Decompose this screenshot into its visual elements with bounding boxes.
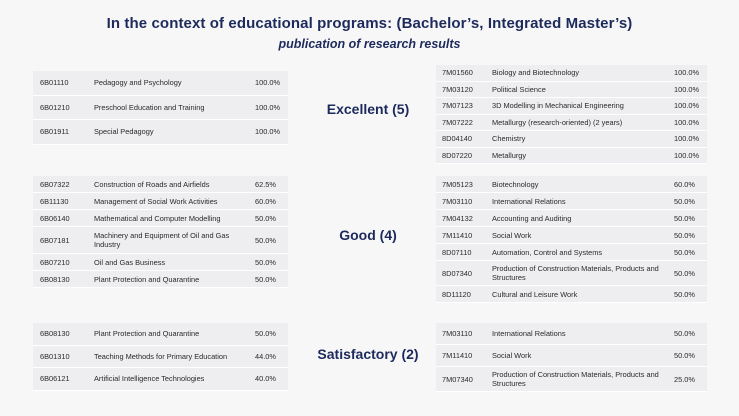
program-code: 8D07110 xyxy=(436,244,487,261)
program-percentage: 50.0% xyxy=(669,210,707,227)
program-name: Production of Construction Materials, Products and Structures xyxy=(487,367,669,392)
program-percentage: 100.0% xyxy=(669,131,707,148)
table-row xyxy=(33,176,288,193)
program-percentage: 100.0% xyxy=(669,65,707,82)
program-percentage: 60.0% xyxy=(669,176,707,193)
category-excellent: Excellent (5) xyxy=(326,101,410,117)
program-percentage: 62.5% xyxy=(250,176,288,193)
program-code: 7M03120 xyxy=(436,82,487,99)
program-code: 8D07340 xyxy=(436,261,487,286)
table-row xyxy=(436,65,707,82)
program-code: 6B08130 xyxy=(33,271,89,288)
table-row xyxy=(33,210,288,227)
program-percentage: 50.0% xyxy=(669,244,707,261)
program-name: Teaching Methods for Primary Education xyxy=(89,346,250,369)
program-code: 7M11410 xyxy=(436,345,487,367)
program-name: Cultural and Leisure Work xyxy=(487,286,669,303)
program-name: International Relations xyxy=(487,323,669,345)
table-row xyxy=(33,254,288,271)
table-row xyxy=(33,323,288,346)
program-name: Machinery and Equipment of Oil and Gas Industry xyxy=(89,227,250,254)
table-row xyxy=(436,323,707,345)
program-name: International Relations xyxy=(487,193,669,210)
program-code: 6B01210 xyxy=(33,96,89,121)
satisfactory-left-table xyxy=(33,323,288,391)
program-percentage: 50.0% xyxy=(669,323,707,345)
program-name: Plant Protection and Quarantine xyxy=(89,323,250,346)
program-name: Management of Social Work Activities xyxy=(89,193,250,210)
category-good: Good (4) xyxy=(339,227,397,243)
program-code: 6B08130 xyxy=(33,323,89,346)
table-row xyxy=(436,98,707,115)
program-code: 7M11410 xyxy=(436,227,487,244)
program-name: Biology and Biotechnology xyxy=(487,65,669,82)
table-row xyxy=(436,345,707,367)
satisfactory-right-table xyxy=(436,323,707,392)
program-code: 6B06140 xyxy=(33,210,89,227)
table-row xyxy=(436,82,707,99)
program-code: 6B01911 xyxy=(33,120,89,145)
table-row xyxy=(436,261,707,286)
table-row xyxy=(33,227,288,254)
page-title: In the context of educational programs: (Bachelor’s, Integrated Master’s) xyxy=(106,15,633,32)
program-percentage: 100.0% xyxy=(250,120,288,145)
program-percentage: 100.0% xyxy=(669,148,707,165)
program-percentage: 100.0% xyxy=(250,71,288,96)
program-name: Social Work xyxy=(487,345,669,367)
program-name: Automation, Control and Systems xyxy=(487,244,669,261)
program-percentage: 100.0% xyxy=(669,115,707,132)
table-row xyxy=(436,210,707,227)
table-row xyxy=(436,115,707,132)
program-percentage: 50.0% xyxy=(669,345,707,367)
table-row xyxy=(436,244,707,261)
table-row xyxy=(436,131,707,148)
program-percentage: 25.0% xyxy=(669,367,707,392)
program-name: Artificial Intelligence Technologies xyxy=(89,368,250,391)
program-name: Mathematical and Computer Modelling xyxy=(89,210,250,227)
page-subtitle: publication of research results xyxy=(278,37,461,51)
program-code: 6B07181 xyxy=(33,227,89,254)
program-percentage: 50.0% xyxy=(669,261,707,286)
program-percentage: 50.0% xyxy=(669,193,707,210)
program-name: Political Science xyxy=(487,82,669,99)
program-code: 7M07340 xyxy=(436,367,487,392)
program-percentage: 50.0% xyxy=(669,286,707,303)
program-name: Special Pedagogy xyxy=(89,120,250,145)
program-percentage: 50.0% xyxy=(250,271,288,288)
program-name: Construction of Roads and Airfields xyxy=(89,176,250,193)
program-code: 7M03110 xyxy=(436,193,487,210)
good-right-table xyxy=(436,176,707,303)
program-name: Plant Protection and Quarantine xyxy=(89,271,250,288)
table-row xyxy=(33,71,288,96)
program-code: 6B07210 xyxy=(33,254,89,271)
program-name: Metallurgy xyxy=(487,148,669,165)
program-percentage: 50.0% xyxy=(250,254,288,271)
program-name: Oil and Gas Business xyxy=(89,254,250,271)
program-name: Accounting and Auditing xyxy=(487,210,669,227)
program-code: 6B06121 xyxy=(33,368,89,391)
program-percentage: 100.0% xyxy=(669,98,707,115)
program-name: Chemistry xyxy=(487,131,669,148)
program-code: 7M05123 xyxy=(436,176,487,193)
program-code: 7M07123 xyxy=(436,98,487,115)
program-percentage: 44.0% xyxy=(250,346,288,369)
table-row xyxy=(436,286,707,303)
program-code: 6B07322 xyxy=(33,176,89,193)
program-percentage: 50.0% xyxy=(250,323,288,346)
program-percentage: 50.0% xyxy=(669,227,707,244)
good-left-table xyxy=(33,176,288,288)
program-percentage: 60.0% xyxy=(250,193,288,210)
table-row xyxy=(33,346,288,369)
program-code: 6B11130 xyxy=(33,193,89,210)
program-percentage: 40.0% xyxy=(250,368,288,391)
program-percentage: 50.0% xyxy=(250,210,288,227)
program-percentage: 50.0% xyxy=(250,227,288,254)
table-row xyxy=(436,148,707,165)
program-code: 6B01110 xyxy=(33,71,89,96)
program-name: Production of Construction Materials, Products and Structures xyxy=(487,261,669,286)
program-code: 8D04140 xyxy=(436,131,487,148)
program-code: 7M01560 xyxy=(436,65,487,82)
program-name: Metallurgy (research-oriented) (2 years) xyxy=(487,115,669,132)
table-row xyxy=(436,367,707,392)
program-percentage: 100.0% xyxy=(669,82,707,99)
table-row xyxy=(33,368,288,391)
program-code: 7M04132 xyxy=(436,210,487,227)
table-row xyxy=(33,271,288,288)
program-code: 7M07222 xyxy=(436,115,487,132)
program-name: 3D Modelling in Mechanical Engineering xyxy=(487,98,669,115)
excellent-right-table xyxy=(436,65,707,164)
category-satisfactory: Satisfactory (2) xyxy=(317,346,419,362)
program-name: Biotechnology xyxy=(487,176,669,193)
program-name: Pedagogy and Psychology xyxy=(89,71,250,96)
table-row xyxy=(436,193,707,210)
program-name: Social Work xyxy=(487,227,669,244)
excellent-left-table xyxy=(33,71,288,145)
program-code: 6B01310 xyxy=(33,346,89,369)
table-row xyxy=(33,96,288,121)
table-row xyxy=(33,193,288,210)
program-name: Preschool Education and Training xyxy=(89,96,250,121)
program-code: 7M03110 xyxy=(436,323,487,345)
program-code: 8D11120 xyxy=(436,286,487,303)
program-percentage: 100.0% xyxy=(250,96,288,121)
table-row xyxy=(436,227,707,244)
table-row xyxy=(33,120,288,145)
table-row xyxy=(436,176,707,193)
program-code: 8D07220 xyxy=(436,148,487,165)
